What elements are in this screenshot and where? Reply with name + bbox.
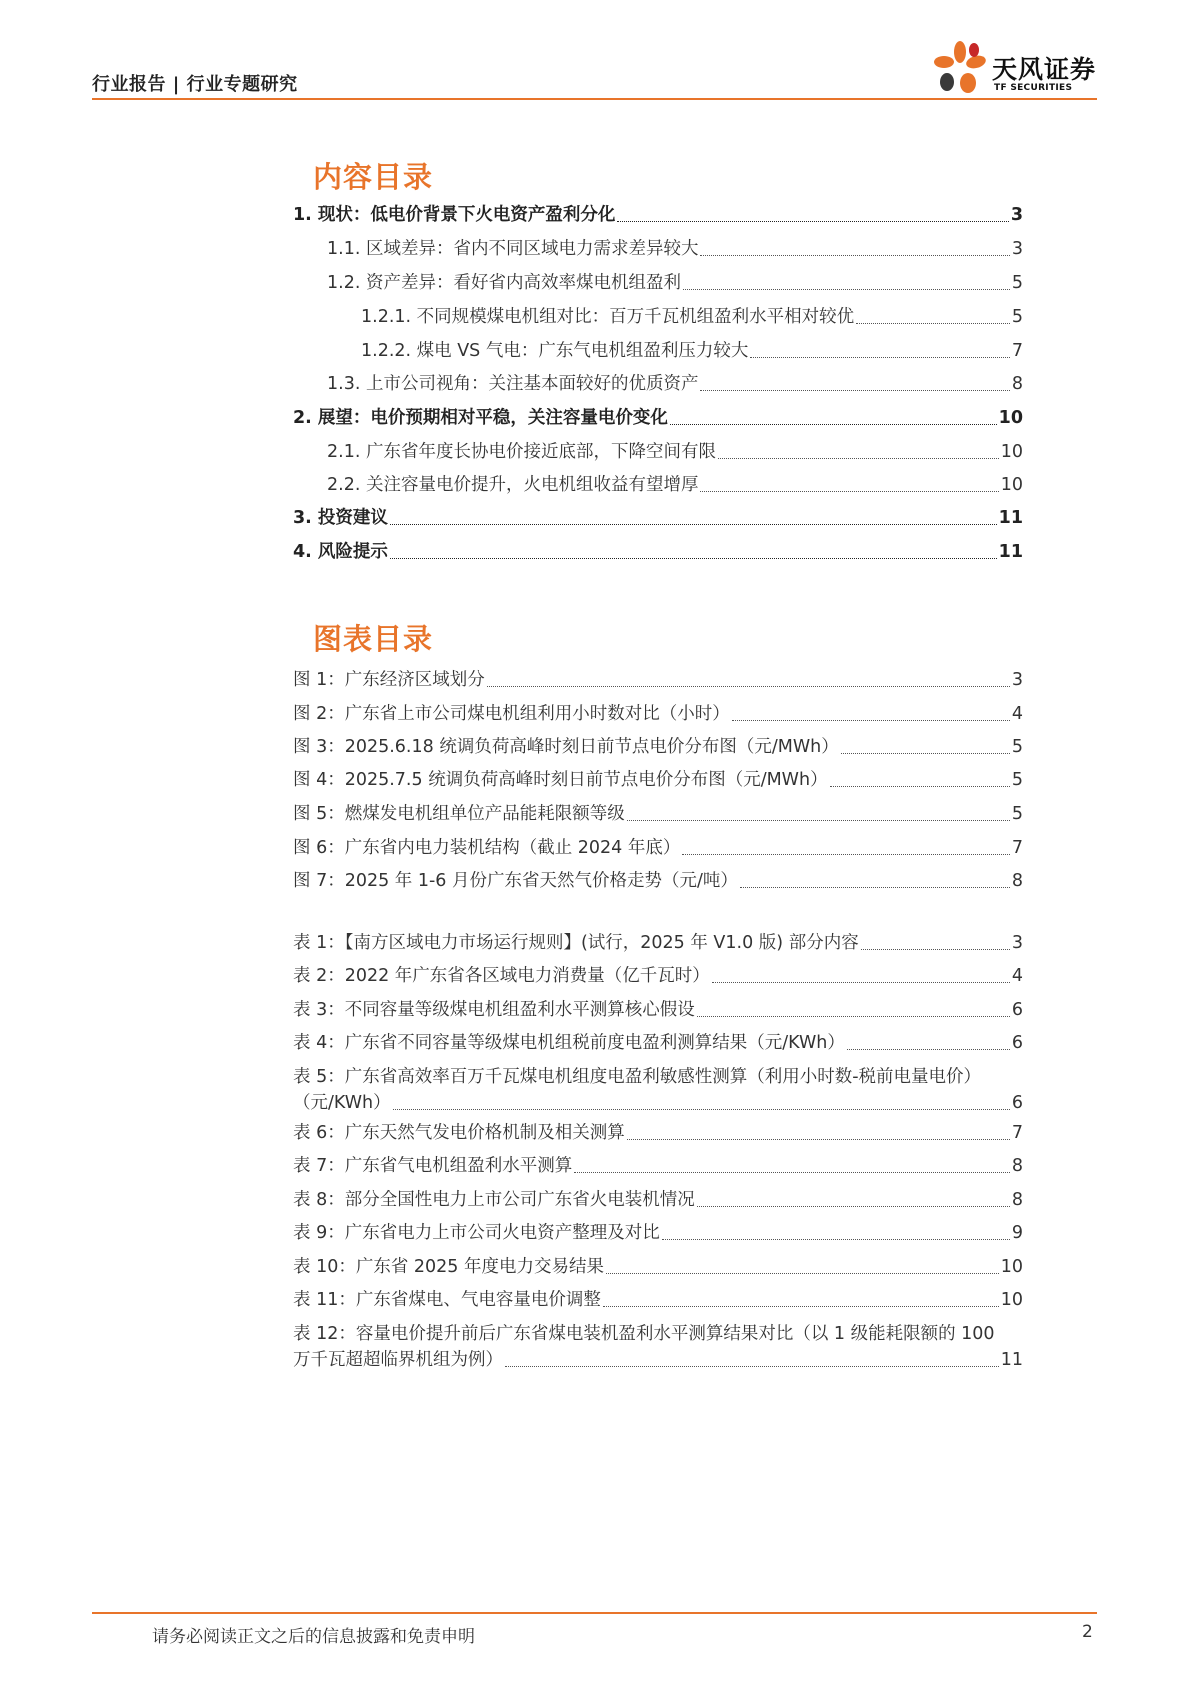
toc-entry[interactable]: 2. 展望：电价预期相对平稳，关注容量电价变化 10 xyxy=(293,408,1023,428)
table-entry[interactable]: 表 11：广东省煤电、气电容量电价调整 10 xyxy=(293,1290,1023,1310)
flower-logo-icon xyxy=(930,38,990,100)
logo-chinese-name: 天风证券 xyxy=(992,55,1097,84)
toc-entry[interactable]: 2.2. 关注容量电价提升，火电机组收益有望增厚 10 xyxy=(327,475,1023,495)
table-entry[interactable]: 表 7：广东省气电机组盈利水平测算 8 xyxy=(293,1156,1023,1176)
table-entry[interactable]: 表 5：广东省高效率百万千瓦煤电机组度电盈利敏感性测算（利用小时数-税前电量电价） （元/KWh） 6 xyxy=(293,1067,1023,1113)
toc-entry[interactable]: 1.2.2. 煤电 VS 气电：广东气电机组盈利压力较大 7 xyxy=(361,341,1023,361)
report-type-label: 行业报告 | 行业专题研究 xyxy=(92,74,298,95)
table-entry[interactable]: 表 8：部分全国性电力上市公司广东省火电装机情况 8 xyxy=(293,1190,1023,1210)
figure-entry[interactable]: 图 7：2025 年 1-6 月份广东省天然气价格走势（元/吨） 8 xyxy=(293,871,1023,891)
page-number: 2 xyxy=(1082,1622,1093,1642)
figure-entry[interactable]: 图 2：广东省上市公司煤电机组利用小时数对比（小时） 4 xyxy=(293,704,1023,724)
table-entry[interactable]: 表 9：广东省电力上市公司火电资产整理及对比 9 xyxy=(293,1223,1023,1243)
table-entry[interactable]: 表 10：广东省 2025 年度电力交易结果 10 xyxy=(293,1257,1023,1277)
toc-entry[interactable]: 4. 风险提示 11 xyxy=(293,542,1023,562)
figures-title: 图表目录 xyxy=(313,622,434,656)
figure-entry[interactable]: 图 6：广东省内电力装机结构（截止 2024 年底） 7 xyxy=(293,838,1023,858)
figure-entry[interactable]: 图 4：2025.7.5 统调负荷高峰时刻日前节点电价分布图（元/MWh） 5 xyxy=(293,770,1023,790)
toc-entry[interactable]: 1.2. 资产差异：看好省内高效率煤电机组盈利 5 xyxy=(327,273,1023,293)
logo-english-name: TF SECURITIES xyxy=(994,83,1073,93)
footer-divider xyxy=(92,1612,1097,1614)
toc-entry[interactable]: 1. 现状：低电价背景下火电资产盈利分化 3 xyxy=(293,205,1023,225)
header-divider xyxy=(92,98,1097,100)
table-entry[interactable]: 表 12：容量电价提升前后广东省煤电装机盈利水平测算结果对比（以 1 级能耗限额的 100 万千瓦超超临界机组为例） 11 xyxy=(293,1324,1023,1370)
company-logo xyxy=(930,38,1100,100)
toc-entry[interactable]: 1.2.1. 不同规模煤电机组对比：百万千瓦机组盈利水平相对较优 5 xyxy=(361,307,1023,327)
figure-entry[interactable]: 图 3：2025.6.18 统调负荷高峰时刻日前节点电价分布图（元/MWh） 5 xyxy=(293,737,1023,757)
table-entry[interactable]: 表 1：【南方区域电力市场运行规则】(试行，2025 年 V1.0 版) 部分内容 3 xyxy=(293,933,1023,953)
disclaimer-text: 请务必阅读正文之后的信息披露和免责申明 xyxy=(152,1627,475,1647)
toc-entry[interactable]: 1.3. 上市公司视角：关注基本面较好的优质资产 8 xyxy=(327,374,1023,394)
contents-title: 内容目录 xyxy=(313,160,434,194)
table-entry[interactable]: 表 6：广东天然气发电价格机制及相关测算 7 xyxy=(293,1123,1023,1143)
table-entry[interactable]: 表 4：广东省不同容量等级煤电机组税前度电盈利测算结果（元/KWh） 6 xyxy=(293,1033,1023,1053)
toc-entry[interactable]: 1.1. 区域差异：省内不同区域电力需求差异较大 3 xyxy=(327,239,1023,259)
figure-entry[interactable]: 图 1：广东经济区域划分 3 xyxy=(293,670,1023,690)
toc-entry[interactable]: 3. 投资建议 11 xyxy=(293,508,1023,528)
figure-entry[interactable]: 图 5：燃煤发电机组单位产品能耗限额等级 5 xyxy=(293,804,1023,824)
toc-entry[interactable]: 2.1. 广东省年度长协电价接近底部，下降空间有限 10 xyxy=(327,442,1023,462)
table-entry[interactable]: 表 2：2022 年广东省各区域电力消费量（亿千瓦时） 4 xyxy=(293,966,1023,986)
table-entry[interactable]: 表 3：不同容量等级煤电机组盈利水平测算核心假设 6 xyxy=(293,1000,1023,1020)
